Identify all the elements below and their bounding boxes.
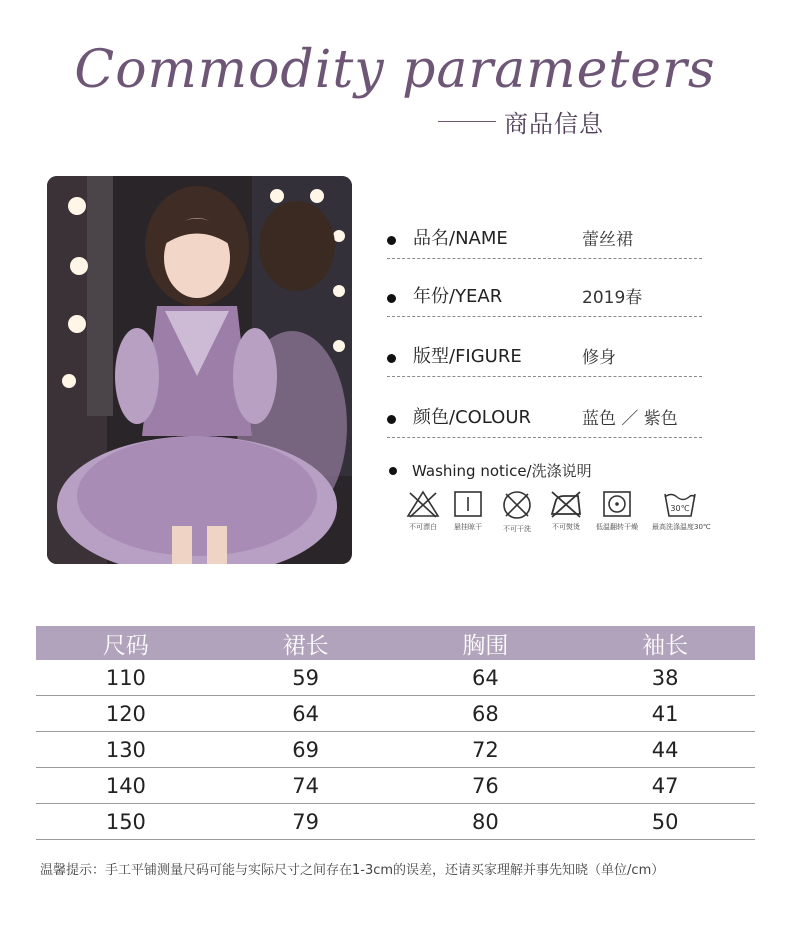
bullet-dot	[387, 236, 396, 245]
size-table-header	[36, 626, 755, 660]
cell-size: 150	[36, 804, 216, 840]
cell-length: 79	[216, 804, 396, 840]
no-bleach-icon	[406, 490, 440, 518]
table-row	[36, 804, 755, 840]
cell-bust: 80	[396, 804, 576, 840]
cell-sleeve: 47	[575, 768, 755, 804]
cell-size: 140	[36, 768, 216, 804]
wash-caption: 不可干洗	[503, 525, 531, 533]
hang-dry-icon	[451, 490, 485, 518]
title-script: Commodity parameters	[74, 40, 716, 100]
title-cn: 商品信息	[504, 110, 604, 138]
table-row	[36, 660, 755, 696]
table-row	[36, 768, 755, 804]
no-dry-clean-icon	[500, 490, 534, 520]
header-size: 尺码	[36, 626, 216, 660]
param-label: 颜色/COLOUR	[413, 407, 532, 428]
wash-caption: 不可熨烫	[552, 523, 580, 531]
wash-caption: 不可漂白	[409, 523, 437, 531]
param-label: 版型/FIGURE	[413, 346, 522, 367]
table-row	[36, 696, 755, 732]
param-label: 品名/NAME	[413, 228, 508, 249]
bullet-dot	[387, 354, 396, 363]
footnote: 温馨提示：手工平铺测量尺码可能与实际尺寸之间存在1-3cm的误差，还请买家理解并事先知晓（单位/cm）	[40, 863, 665, 878]
param-row-figure	[387, 342, 702, 377]
cell-bust: 68	[396, 696, 576, 732]
cell-bust: 72	[396, 732, 576, 768]
cell-bust: 64	[396, 660, 576, 696]
wash-caption: 最高洗涤温度30℃	[652, 523, 711, 531]
title-divider	[438, 121, 496, 122]
washing-icons	[400, 490, 730, 540]
size-table	[36, 626, 755, 840]
header-sleeve: 袖长	[575, 626, 755, 660]
cell-sleeve: 44	[575, 732, 755, 768]
param-row-colour	[387, 403, 702, 438]
cell-bust: 76	[396, 768, 576, 804]
wash-30-icon	[662, 490, 698, 518]
wash-item-no-iron	[538, 490, 594, 532]
bullet-dot	[387, 294, 396, 303]
table-row	[36, 732, 755, 768]
wash-caption: 低温翻转干燥	[596, 523, 638, 531]
param-value: 修身	[582, 348, 616, 368]
header-bust: 胸围	[396, 626, 576, 660]
bullet-dot	[389, 467, 397, 475]
no-iron-icon	[548, 490, 584, 518]
param-value: 蓝色 ／ 紫色	[582, 409, 678, 429]
param-row-year	[387, 282, 702, 317]
cell-sleeve: 50	[575, 804, 755, 840]
product-photo	[47, 176, 352, 564]
wash-item-wash-30	[652, 490, 711, 532]
cell-size: 110	[36, 660, 216, 696]
cell-sleeve: 41	[575, 696, 755, 732]
title-cn-group	[438, 104, 604, 139]
cell-length: 69	[216, 732, 396, 768]
wash-caption: 悬挂晾干	[454, 523, 482, 531]
wash-item-hang-dry	[440, 490, 496, 532]
cell-size: 120	[36, 696, 216, 732]
cell-length: 64	[216, 696, 396, 732]
cell-length: 74	[216, 768, 396, 804]
wash-item-tumble-dry	[589, 490, 645, 532]
param-value: 蕾丝裙	[582, 230, 633, 250]
param-label: 年份/YEAR	[413, 286, 503, 307]
cell-sleeve: 38	[575, 660, 755, 696]
washing-notice-label: Washing notice/洗涤说明	[412, 462, 592, 480]
header-length: 裙长	[216, 626, 396, 660]
bullet-dot	[387, 415, 396, 424]
param-row-name	[387, 224, 702, 259]
washing-notice-title	[389, 460, 592, 481]
cell-length: 59	[216, 660, 396, 696]
wash-item-no-dry-clean	[489, 490, 545, 534]
param-value: 2019春	[582, 288, 643, 308]
tumble-dry-low-icon	[600, 490, 634, 518]
wash-temp-label: 30℃	[670, 504, 690, 513]
cell-size: 130	[36, 732, 216, 768]
